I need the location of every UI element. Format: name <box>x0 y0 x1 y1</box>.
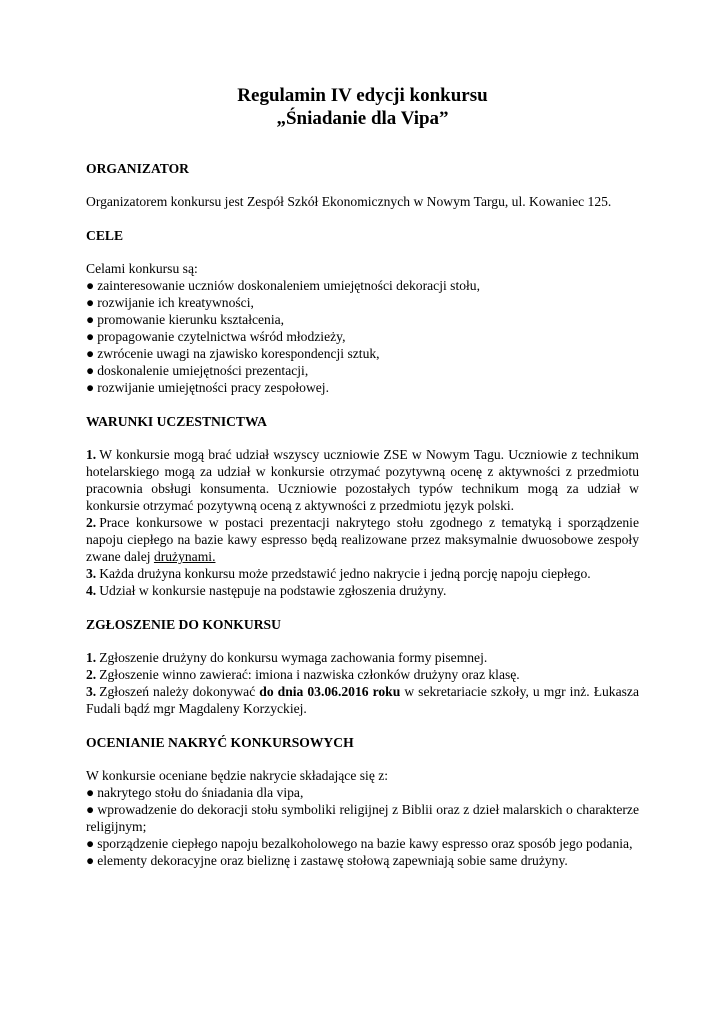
underlined-term: drużynami. <box>153 549 216 564</box>
item-number: 3. <box>86 566 97 581</box>
list-item-text: Zgłoszenie drużyny do konkursu wymaga zachowania formy pisemnej. <box>99 650 488 665</box>
list-item-text: Zgłoszeń należy dokonywać <box>99 684 256 699</box>
list-item <box>86 835 639 852</box>
list-item-text: W konkursie mogą brać udział wszyscy uczniowie ZSE w Nowym Tagu. Uczniowie z technikum hotelarskiego mogą za udział w konkursie otrzymać pozytywną ocenę z aktywności z przedmiotu pracownia obsługi konsumenta. Uczniowie pozostałych typów technikum mogą za udział w konkursie otrzymać pozytywną oceną z aktywności z przedmiotu język polski. <box>86 447 639 513</box>
deadline-date: do dnia 03.06.2016 roku <box>259 684 401 699</box>
bullet-icon: ● <box>86 380 95 395</box>
item-number: 1. <box>86 447 97 462</box>
list-item <box>86 582 639 599</box>
bullet-icon: ● <box>86 346 95 361</box>
cele-list <box>86 277 639 396</box>
ocenianie-intro: W konkursie oceniane będzie nakrycie składające się z: <box>86 768 389 783</box>
list-item <box>86 784 639 801</box>
list-item-text: Udział w konkursie następuje na podstawie zgłoszenia drużyny. <box>99 583 447 598</box>
title-line-1: Regulamin IV edycji konkursu <box>237 85 488 106</box>
list-item-text: rozwijanie ich kreatywności, <box>97 295 254 310</box>
list-item-text: promowanie kierunku kształcenia, <box>97 312 285 327</box>
list-item-text: nakrytego stołu do śniadania dla vipa, <box>97 785 304 800</box>
list-item-text: wprowadzenie do dekoracji stołu symboliki religijnej z Biblii oraz z dzieł malarskich o charakterze religijnym; <box>86 802 639 834</box>
heading-organizator: ORGANIZATOR <box>86 161 189 176</box>
item-number: 2. <box>86 667 97 682</box>
bullet-icon: ● <box>86 278 95 293</box>
list-item <box>86 801 639 835</box>
item-number: 2. <box>86 515 97 530</box>
heading-cele: CELE <box>86 228 124 243</box>
item-number: 3. <box>86 684 97 699</box>
list-item-text: sporządzenie ciepłego napoju bezalkoholowego na bazie kawy espresso oraz sposób jego podania, <box>97 836 633 851</box>
list-item-text: doskonalenie umiejętności prezentacji, <box>97 363 309 378</box>
heading-warunki: WARUNKI UCZESTNICTWA <box>86 414 267 429</box>
bullet-icon: ● <box>86 363 95 378</box>
list-item-text: rozwijanie umiejętności pracy zespołowej. <box>97 380 329 395</box>
section-ocenianie <box>86 734 639 869</box>
list-item <box>86 565 639 582</box>
document-page <box>86 84 639 886</box>
list-item-text: zwrócenie uwagi na zjawisko korespondencji sztuk, <box>97 346 380 361</box>
section-zgloszenie <box>86 616 639 717</box>
list-item-text: elementy dekoracyjne oraz bieliznę i zastawę stołową zapewniają sobie same drużyny. <box>97 853 568 868</box>
bullet-icon: ● <box>86 329 95 344</box>
list-item-text: Zgłoszenie winno zawierać: imiona i nazwiska członków drużyny oraz klasę. <box>99 667 520 682</box>
title-line-2: „Śniadanie dla Vipa” <box>276 108 449 129</box>
list-item <box>86 294 639 311</box>
bullet-icon: ● <box>86 295 95 310</box>
heading-ocenianie: OCENIANIE NAKRYĆ KONKURSOWYCH <box>86 735 354 750</box>
list-item <box>86 277 639 294</box>
bullet-icon: ● <box>86 853 95 868</box>
ocenianie-list <box>86 784 639 869</box>
cele-intro: Celami konkursu są: <box>86 261 198 276</box>
list-item-text: Prace konkursowe w postaci prezentacji nakrytego stołu zgodnego z tematyką i sporządzenie napoju ciepłego na bazie kawy espresso będą realizowane przez maksymalnie dwuosobowe zespoły zwane dalej <box>86 515 639 564</box>
list-item <box>86 311 639 328</box>
list-item <box>86 649 639 666</box>
list-item-text: w sekretariacie szkoły, u mgr inż. Łukasza Fudali bądź mgr Magdaleny Korzyckiej. <box>86 684 639 716</box>
zgloszenie-list <box>86 649 639 717</box>
bullet-icon: ● <box>86 785 95 800</box>
title-block <box>86 84 639 130</box>
organizator-text: Organizatorem konkursu jest Zespół Szkół Ekonomicznych w Nowym Targu, ul. Kowaniec 125. <box>86 194 612 209</box>
list-item <box>86 345 639 362</box>
list-item <box>86 852 639 869</box>
bullet-icon: ● <box>86 802 95 817</box>
list-item <box>86 362 639 379</box>
section-organizator <box>86 160 639 210</box>
list-item <box>86 446 639 514</box>
bullet-icon: ● <box>86 312 95 327</box>
item-number: 1. <box>86 650 97 665</box>
list-item-text: Każda drużyna konkursu może przedstawić jedno nakrycie i jedną porcję napoju ciepłego. <box>99 566 591 581</box>
section-warunki <box>86 413 639 599</box>
list-item <box>86 379 639 396</box>
list-item-text: propagowanie czytelnictwa wśród młodzieży, <box>97 329 346 344</box>
warunki-list <box>86 446 639 599</box>
item-number: 4. <box>86 583 97 598</box>
bullet-icon: ● <box>86 836 95 851</box>
list-item-text: zainteresowanie uczniów doskonaleniem umiejętności dekoracji stołu, <box>97 278 480 293</box>
list-item <box>86 514 639 565</box>
list-item <box>86 683 639 717</box>
section-cele <box>86 227 639 396</box>
list-item <box>86 328 639 345</box>
heading-zgloszenie: ZGŁOSZENIE DO KONKURSU <box>86 617 281 632</box>
list-item <box>86 666 639 683</box>
